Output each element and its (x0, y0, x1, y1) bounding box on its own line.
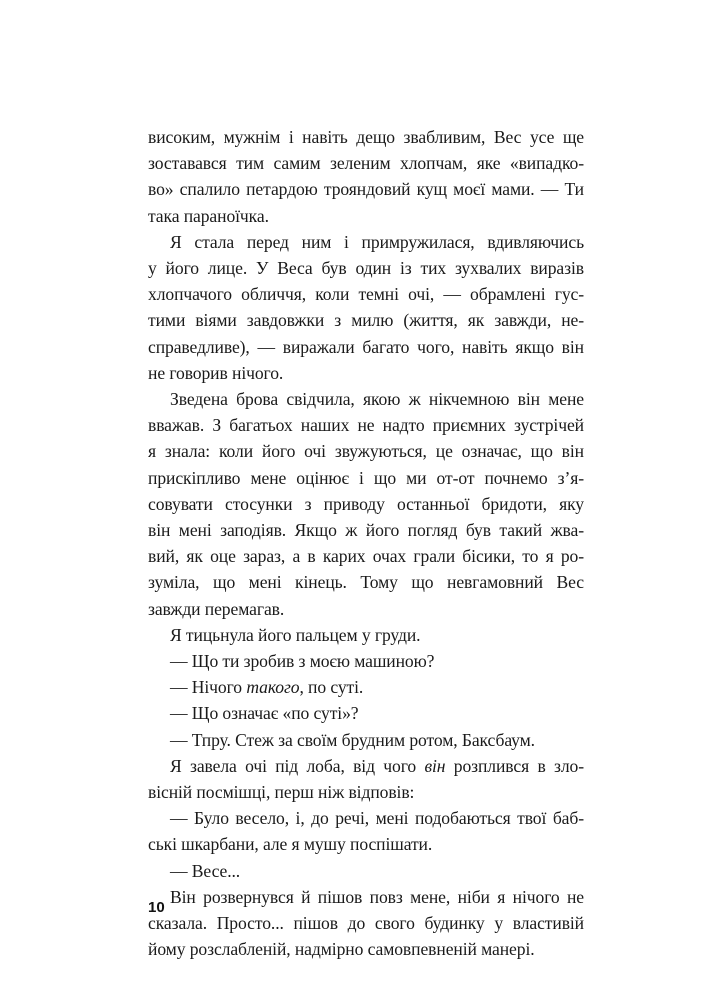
text-line: вий, як оце зараз, а в карих очах грали бісики, то я ро- (148, 546, 584, 567)
text-line: Зведена брова свідчила, якою ж нікчемною він мене (170, 389, 584, 410)
text-line: я знала: коли його очі звужуються, це означає, що він (148, 441, 584, 462)
dialogue-line (148, 674, 584, 700)
text-line: не говорив нічого. (148, 362, 284, 383)
emphasis-text: він (424, 755, 446, 776)
text-fragment: Я завела очі під лоба, від чого (170, 755, 425, 776)
text-line: завжди перемагав. (148, 598, 285, 619)
text-line: Він розвернувся й пішов повз мене, ніби я нічого не (170, 886, 584, 907)
text-line: зоставався тим самим зеленим хлопчам, яке «випадко- (148, 153, 584, 174)
text-line: во» спалило петардою трояндовий кущ моєї мами. — Ти (148, 179, 584, 200)
dialogue-line: — Тпру. Стеж за своїм брудним ротом, Баксбаум. (170, 729, 535, 750)
text-line: у його лице. У Веса був один із тих зухвалих виразів (148, 258, 584, 279)
text-line: вісній посмішці, перш ніж відповів: (148, 782, 415, 803)
text-line: сказала. Просто... пішов до свого будинку у властивій (148, 913, 584, 934)
text-line: Я стала перед ним і примружилася, вдивляючись (170, 231, 584, 252)
text-line: прискіпливо мене оцінює і що ми от-от почнемо з’я- (148, 467, 584, 488)
text-line: Я тицьнула його пальцем у груди. (170, 624, 421, 645)
dialogue-text: , по суті. (299, 677, 364, 698)
page-number: 10 (148, 899, 165, 916)
text-line: справедливе), — виражали багато чого, навіть якщо він (148, 336, 584, 357)
dialogue-line: — Що ти зробив з моєю машиною? (170, 651, 435, 672)
dialogue-text: — Нічого (170, 677, 247, 698)
text-line: хлопчачого обличчя, коли темні очі, — обрамлені гус- (148, 284, 584, 305)
dialogue-line: — Було весело, і, до речі, мені подобаються твої баб- (170, 808, 584, 829)
emphasis-text: такого (246, 677, 300, 698)
dialogue-line: ські шкарбани, але я мушу поспішати. (148, 834, 433, 855)
text-line (148, 753, 584, 779)
text-line: вважав. З багатьох наших не надто приємних зустрічей (148, 415, 584, 436)
dialogue-line: — Весе... (170, 860, 241, 881)
text-line: совувати стосунки з приводу останньої бридоти, яку (148, 493, 584, 514)
text-line: він мені заподіяв. Якщо ж його погляд був такий жва- (148, 520, 584, 541)
text-line: тими віями завдовжки з милю (життя, як завжди, не- (148, 310, 584, 331)
text-line: така параноїчка. (148, 205, 269, 226)
dialogue-line: — Що означає «по суті»? (170, 703, 359, 724)
text-line: йому розслабленій, надмірно самовпевненій манері. (148, 939, 535, 960)
book-page-text (148, 124, 584, 963)
text-fragment: розплився в зло- (445, 755, 584, 776)
text-line: високим, мужнім і навіть дещо звабливим, Вес усе ще (148, 127, 584, 147)
text-line: зуміла, що мені кінець. Тому що невгамовний Вес (148, 572, 584, 593)
